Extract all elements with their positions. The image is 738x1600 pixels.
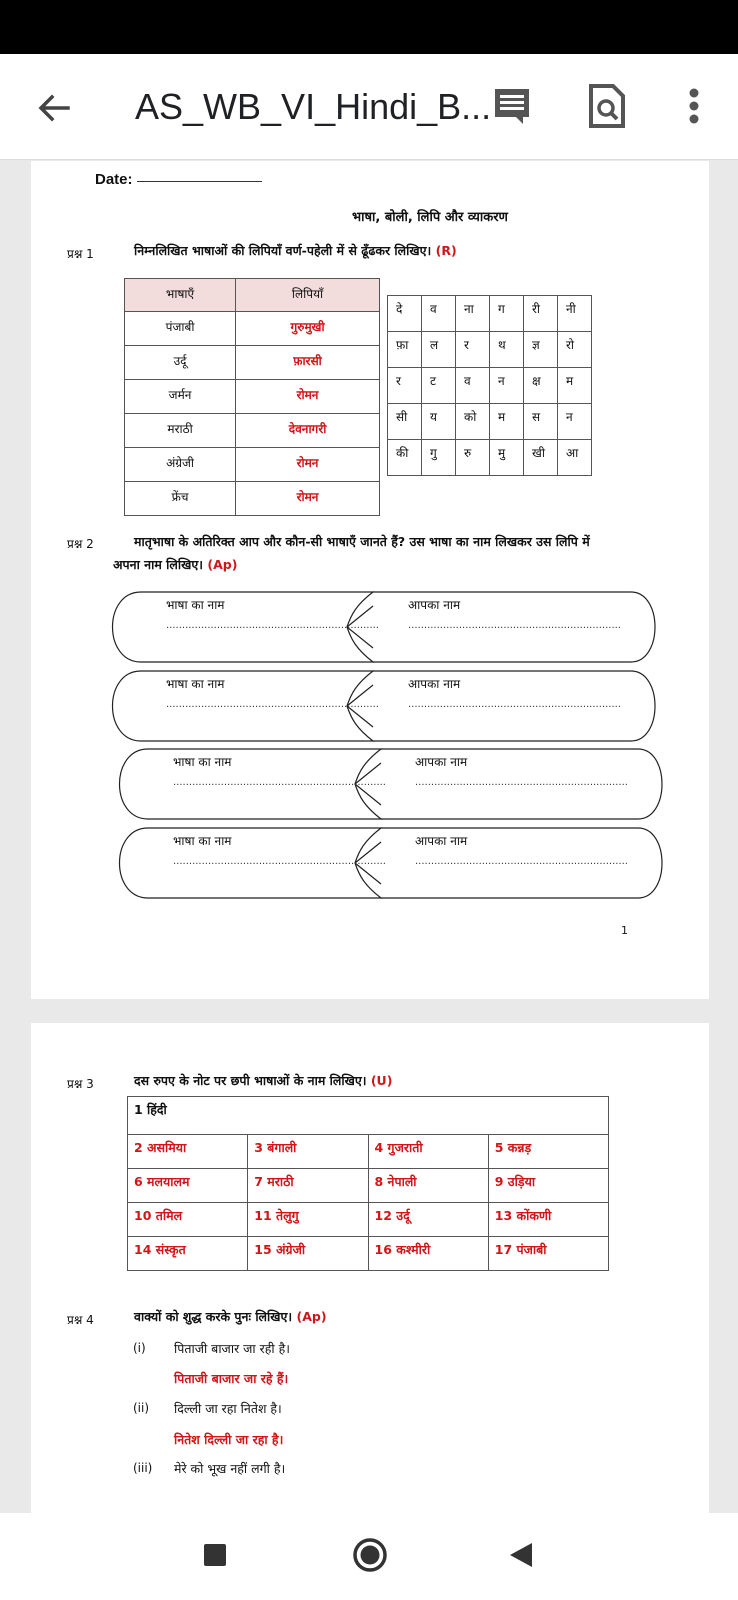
table-row xyxy=(128,1237,609,1271)
grid-cell: न xyxy=(490,368,524,404)
item-number: (i) xyxy=(133,1341,146,1355)
script-cell: गुरुमुखी xyxy=(236,312,380,346)
language-cell: फ्रेंच xyxy=(125,482,236,516)
language-name-blank[interactable]: ................................................................... xyxy=(166,699,379,710)
back-button[interactable] xyxy=(30,84,78,132)
home-icon xyxy=(352,1537,388,1573)
language-name-label: भाषा का नाम xyxy=(166,598,225,612)
hindi-cell: 1 हिंदी xyxy=(128,1097,609,1135)
grid-cell: को xyxy=(456,404,490,440)
table-header-row xyxy=(125,279,380,312)
question-3-tag: (U) xyxy=(370,1073,393,1088)
grid-cell: फ़ा xyxy=(388,332,422,368)
language-cell: 12 उर्दू xyxy=(368,1203,488,1237)
date-label: Date: xyxy=(95,171,133,188)
home-button[interactable] xyxy=(352,1537,388,1573)
corrected-sentence: पिताजी बाजार जा रहे हैं। xyxy=(174,1371,289,1386)
language-cell: 14 संस्कृत xyxy=(128,1237,248,1271)
grid-cell: ल xyxy=(422,332,456,368)
question-3-text xyxy=(134,1069,674,1093)
question-2-prompt-line2: अपना नाम लिखिए। xyxy=(113,557,204,572)
document-page-2 xyxy=(31,1023,709,1513)
your-name-blank[interactable]: ................................................................... xyxy=(415,777,628,788)
page-number: 1 xyxy=(621,924,628,937)
header-scripts: लिपियाँ xyxy=(236,279,380,312)
grid-cell: न xyxy=(558,404,592,440)
status-bar xyxy=(0,0,738,54)
incorrect-sentence: पिताजी बाजार जा रही है। xyxy=(174,1341,290,1356)
grid-cell: आ xyxy=(558,440,592,476)
app-bar xyxy=(0,54,738,160)
question-4-number: प्रश्न 4 xyxy=(67,1313,94,1327)
document-search-icon xyxy=(585,82,629,130)
page-heading: भाषा, बोली, लिपि और व्याकरण xyxy=(352,210,508,225)
question-1-tag: (R) xyxy=(435,243,457,258)
grid-cell: य xyxy=(422,404,456,440)
grid-cell: ट xyxy=(422,368,456,404)
grid-row xyxy=(388,296,592,332)
grid-cell: नी xyxy=(558,296,592,332)
language-cell: 17 पंजाबी xyxy=(488,1237,608,1271)
grid-cell: म xyxy=(490,404,524,440)
question-1-text xyxy=(134,239,674,263)
grid-cell: र xyxy=(456,332,490,368)
incorrect-sentence: मेरे को भूख नहीं लगी है। xyxy=(174,1461,286,1476)
grid-cell: दे xyxy=(388,296,422,332)
language-cell: 16 कश्मीरी xyxy=(368,1237,488,1271)
language-cell: पंजाबी xyxy=(125,312,236,346)
table-row xyxy=(128,1097,609,1135)
nav-back-icon xyxy=(508,1541,534,1569)
more-vert-icon xyxy=(682,82,706,130)
question-1-prompt: निम्नलिखित भाषाओं की लिपियाँ वर्ण-पहेली में से ढूँढकर लिखिए। xyxy=(134,243,432,258)
language-cell: 10 तमिल xyxy=(128,1203,248,1237)
nav-back-button[interactable] xyxy=(508,1541,534,1569)
language-name-blank[interactable]: ................................................................... xyxy=(173,777,386,788)
question-1-number: प्रश्न 1 xyxy=(67,247,94,261)
language-cell: 4 गुजराती xyxy=(368,1135,488,1169)
grid-cell: की xyxy=(388,440,422,476)
table-row xyxy=(125,448,380,482)
comment-icon xyxy=(490,84,534,128)
grid-cell: सी xyxy=(388,404,422,440)
your-name-label: आपका नाम xyxy=(408,677,461,691)
grid-cell: र xyxy=(388,368,422,404)
grid-row xyxy=(388,404,592,440)
comments-button[interactable] xyxy=(490,84,534,128)
question-3-number: प्रश्न 3 xyxy=(67,1077,94,1091)
recent-apps-icon[interactable] xyxy=(204,1544,226,1566)
your-name-blank[interactable]: ................................................................... xyxy=(415,856,628,867)
your-name-label: आपका नाम xyxy=(408,598,461,612)
question-2-prompt-line1: मातृभाषा के अतिरिक्त आप और कौन-सी भाषाएँ जानते हैं? उस भाषा का नाम लिखकर उस लिपि में xyxy=(134,534,590,549)
table-row xyxy=(125,312,380,346)
grid-row xyxy=(388,332,592,368)
language-cell: 7 मराठी xyxy=(248,1169,368,1203)
language-cell: 3 बंगाली xyxy=(248,1135,368,1169)
your-name-label: आपका नाम xyxy=(415,755,468,769)
header-languages: भाषाएँ xyxy=(125,279,236,312)
language-cell: अंग्रेजी xyxy=(125,448,236,482)
grid-cell: ज्ञ xyxy=(524,332,558,368)
grid-cell: रु xyxy=(456,440,490,476)
incorrect-sentence: दिल्ली जा रहा नितेश है। xyxy=(174,1401,282,1416)
grid-row xyxy=(388,368,592,404)
question-2-tag: (Ap) xyxy=(207,557,238,572)
language-name-label: भाषा का नाम xyxy=(173,834,232,848)
question-3-prompt: दस रुपए के नोट पर छपी भाषाओं के नाम लिखिए। xyxy=(134,1073,367,1088)
language-cell: 15 अंग्रेजी xyxy=(248,1237,368,1271)
item-number: (ii) xyxy=(133,1401,150,1415)
grid-cell: थ xyxy=(490,332,524,368)
table-row xyxy=(128,1135,609,1169)
grid-cell: क्ष xyxy=(524,368,558,404)
your-name-label: आपका नाम xyxy=(415,834,468,848)
table-row xyxy=(125,346,380,380)
document-page-1 xyxy=(31,161,709,999)
question-4-text xyxy=(134,1305,674,1329)
grid-cell: व xyxy=(456,368,490,404)
arrow-back-icon xyxy=(30,84,78,132)
language-cell: मराठी xyxy=(125,414,236,448)
script-cell: रोमन xyxy=(236,482,380,516)
document-title: AS_WB_VI_Hindi_B... xyxy=(135,86,492,127)
language-cell: 13 कोंकणी xyxy=(488,1203,608,1237)
script-cell: देवनागरी xyxy=(236,414,380,448)
question-2-text xyxy=(134,530,674,554)
language-cell: 11 तेलुगु xyxy=(248,1203,368,1237)
language-cell: 9 उड़िया xyxy=(488,1169,608,1203)
table-row xyxy=(128,1169,609,1203)
language-cell: उर्दू xyxy=(125,346,236,380)
language-cell: 6 मलयालम xyxy=(128,1169,248,1203)
question-4-tag: (Ap) xyxy=(296,1309,327,1324)
table-row xyxy=(128,1203,609,1237)
find-in-document-button[interactable] xyxy=(585,82,629,130)
language-name-label: भाषा का नाम xyxy=(166,677,225,691)
grid-cell: ग xyxy=(490,296,524,332)
table-row xyxy=(125,414,380,448)
table-row xyxy=(125,482,380,516)
script-cell: रोमन xyxy=(236,448,380,482)
date-underline xyxy=(137,181,262,182)
table-row xyxy=(125,380,380,414)
question-2-number: प्रश्न 2 xyxy=(67,537,94,551)
currency-languages-table xyxy=(127,1096,609,1271)
your-name-blank[interactable]: ................................................................... xyxy=(408,620,621,631)
grid-cell: गु xyxy=(422,440,456,476)
grid-cell: व xyxy=(422,296,456,332)
language-name-label: भाषा का नाम xyxy=(173,755,232,769)
language-name-bubbles xyxy=(111,590,671,920)
language-cell: 2 असमिया xyxy=(128,1135,248,1169)
grid-cell: स xyxy=(524,404,558,440)
more-options-button[interactable] xyxy=(682,82,706,130)
corrected-sentence: नितेश दिल्ली जा रहा है। xyxy=(174,1432,284,1447)
grid-cell: म xyxy=(558,368,592,404)
language-script-table xyxy=(124,278,380,516)
script-cell: रोमन xyxy=(236,380,380,414)
grid-cell: रो xyxy=(558,332,592,368)
word-puzzle-grid xyxy=(387,295,592,476)
language-cell: 5 कन्नड़ xyxy=(488,1135,608,1169)
grid-cell: ना xyxy=(456,296,490,332)
date-field xyxy=(95,171,262,188)
grid-row xyxy=(388,440,592,476)
question-4-prompt: वाक्यों को शुद्ध करके पुनः लिखिए। xyxy=(134,1309,293,1324)
grid-cell: खी xyxy=(524,440,558,476)
item-number: (iii) xyxy=(133,1461,153,1475)
language-cell: 8 नेपाली xyxy=(368,1169,488,1203)
language-name-blank[interactable]: ................................................................... xyxy=(173,856,386,867)
grid-cell: मु xyxy=(490,440,524,476)
language-cell: जर्मन xyxy=(125,380,236,414)
question-2-text-line2 xyxy=(113,553,653,577)
language-name-blank[interactable]: ................................................................... xyxy=(166,620,379,631)
system-navigation-bar xyxy=(0,1513,738,1600)
grid-cell: री xyxy=(524,296,558,332)
script-cell: फ़ारसी xyxy=(236,346,380,380)
your-name-blank[interactable]: ................................................................... xyxy=(408,699,621,710)
